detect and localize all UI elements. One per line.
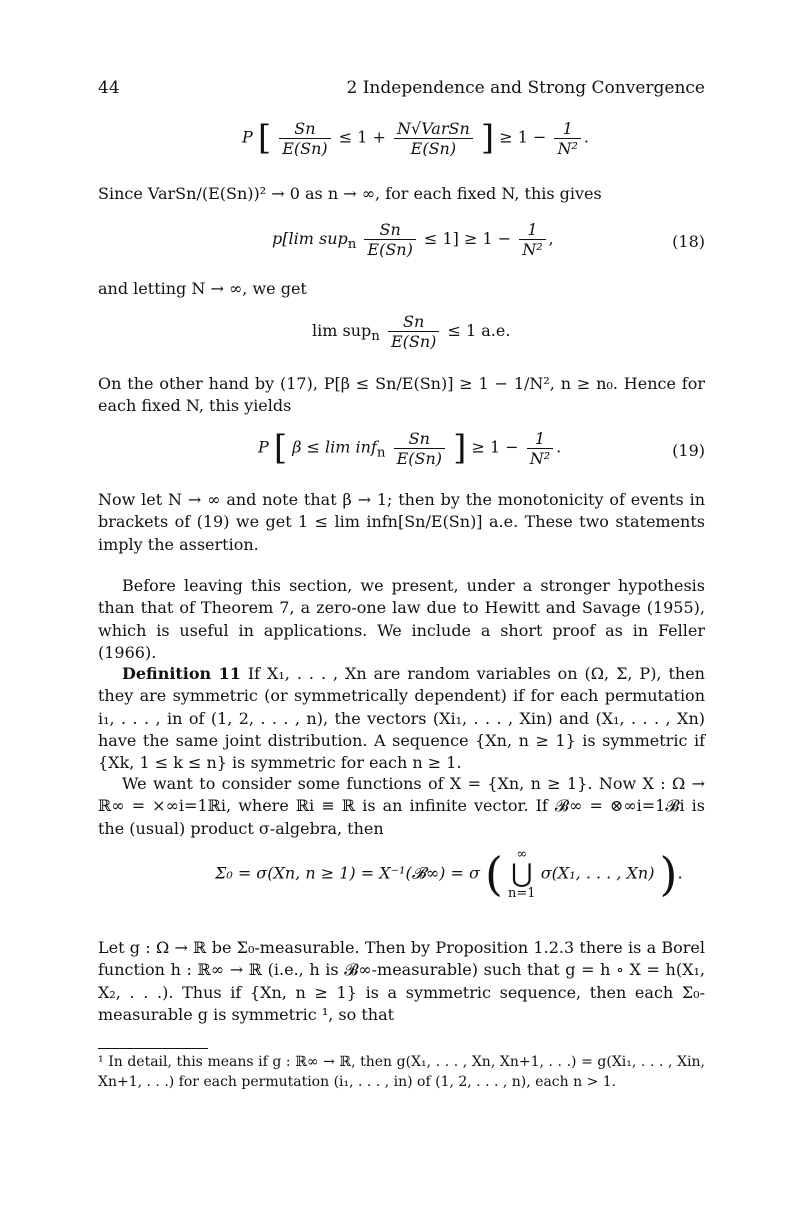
eq19-lhs: P	[258, 437, 269, 457]
footnote-rule	[98, 1048, 208, 1049]
footnote: ¹ In detail, this means if g : ℝ∞ → ℝ, then g(X₁, . . . , Xn, Xn+1, . . .) = g(Xi₁, . . . , Xin, Xn+1, . . .) for each permutation (i₁, . . . , in) of (1, 2, . . . , n), each n > 1.	[98, 1054, 705, 1090]
right-paren: )	[659, 847, 678, 901]
eq19-end: .	[556, 437, 562, 457]
numerator: Sn	[279, 119, 330, 139]
paragraph: On the other hand by (17), P[β ≤ Sn/E(Sn)] ≥ 1 − 1/N², n ≥ n₀. Hence for each fixed N, this yields	[98, 374, 705, 416]
eq19-inner: β ≤ lim inf	[292, 437, 377, 457]
paragraph: Let g : Ω → ℝ be Σ₀-measurable. Then by Proposition 1.2.3 there is a Borel function h : ℝ∞ → ℝ (i.e., h is 𝓑∞-measurable) such that g = h ∘ X = h(X₁, X₂, . . .). Thus if {Xn, n ≥ 1} is a symmetric sequence, then each Σ₀-measurable g is symmetric ¹, so that	[98, 938, 705, 1024]
fraction	[394, 119, 473, 158]
equation-18	[272, 220, 554, 259]
left-paren: (	[485, 847, 503, 901]
denominator: E(Sn)	[410, 138, 457, 158]
right-bracket: ]	[453, 428, 467, 468]
denominator: E(Sn)	[282, 138, 328, 158]
eq18-end: ,	[548, 229, 554, 248]
eq18-mid: ≤ 1] ≥ 1 −	[423, 229, 512, 248]
denominator: N²	[522, 240, 543, 259]
paragraph: We want to consider some functions of X = {Xn, n ≥ 1}. Now X : Ω → ℝ∞ = ×∞i=1ℝi, where ℝi ≡ ℝ is an infinite vector. If 𝓑∞ = ⊗∞i=1𝓑i is the (usual) product σ-algebra, then	[98, 774, 705, 838]
eq-top-end: .	[583, 127, 589, 147]
page-number: 44	[98, 78, 120, 98]
paragraph: Now let N → ∞ and note that β → 1; then by the monotonicity of events in brackets of (19) we get 1 ≤ lim infn[Sn/E(Sn)] a.e. These two statements imply the assertion.	[98, 490, 705, 554]
fraction	[519, 220, 545, 259]
denominator: E(Sn)	[396, 448, 443, 468]
eq-sigma-lhs: Σ₀ = σ(Xn, n ≥ 1) = X⁻¹(𝓑∞) = σ	[215, 863, 480, 883]
fraction	[394, 429, 445, 468]
definition-text: If X₁, . . . , Xn are random variables on (Ω, Σ, P), then they are symmetric (or symmetrically dependent) if for each permutation i₁, . . . , in of (1, 2, . . . , n), the vectors (Xi₁, . . . , Xin) and (X₁, . . . , Xn) have the same joint distribution. A sequence {Xn, n ≥ 1} is symmetric if {Xk, 1 ≤ k ≤ n} is symmetric for each n ≥ 1.	[98, 664, 705, 773]
eq-top-mid: ≤ 1 +	[338, 127, 386, 147]
denominator: N²	[557, 138, 578, 158]
numerator: 1	[527, 429, 553, 449]
numerator: Sn	[394, 429, 445, 449]
union-symbol: ⋃	[511, 859, 533, 889]
eq-limsup-sub: n	[371, 329, 380, 345]
numerator: Sn	[364, 220, 415, 240]
paragraph: and letting N → ∞, we get	[98, 279, 307, 298]
left-bracket: [	[273, 428, 288, 468]
eq-sigma-end: .	[677, 863, 683, 883]
fraction	[527, 429, 553, 468]
numerator: 1	[519, 220, 545, 240]
running-head: 2 Independence and Strong Convergence	[346, 78, 705, 98]
numerator: 1	[554, 119, 580, 139]
denominator: N²	[529, 448, 551, 468]
equation-19	[258, 428, 561, 468]
eq19-sub: n	[376, 445, 386, 461]
left-bracket: [	[257, 118, 272, 158]
eq-limsup-rhs: ≤ 1 a.e.	[447, 321, 511, 340]
equation-sigma	[215, 847, 683, 901]
eq-top-rhs: ≥ 1 −	[499, 127, 547, 147]
equation-limsup	[312, 312, 510, 351]
definition-label: Definition 11	[122, 664, 241, 683]
numerator: N√VarSn	[394, 119, 473, 139]
union-lower: n=1	[508, 886, 536, 901]
union-upper: ∞	[516, 847, 528, 862]
equation-number-18: (18)	[672, 232, 705, 251]
right-bracket: ]	[480, 118, 495, 158]
eq18-lhs: p[lim sup	[272, 229, 348, 248]
numerator: Sn	[388, 312, 439, 332]
eq19-rhs: ≥ 1 −	[471, 437, 519, 457]
denominator: E(Sn)	[367, 240, 413, 259]
fraction	[388, 312, 439, 351]
denominator: E(Sn)	[390, 332, 437, 351]
equation-top	[242, 118, 589, 158]
fraction	[554, 119, 580, 158]
eq-sigma-inner: σ(X₁, . . . , Xn)	[540, 863, 655, 883]
fraction	[364, 220, 415, 259]
union-operator	[508, 847, 536, 901]
eq-top-lhs: P	[242, 127, 253, 147]
paragraph: Before leaving this section, we present, under a stronger hypothesis than that of Theorem 7, a zero-one law due to Hewitt and Savage (1955), which is useful in applications. We include a short proof as in Feller (1966).	[98, 576, 705, 662]
definition	[98, 663, 705, 774]
eq18-sub: n	[347, 237, 357, 253]
eq-limsup-lhs: lim sup	[312, 321, 372, 340]
equation-number-19: (19)	[672, 441, 705, 460]
fraction	[279, 119, 330, 158]
paragraph: Since VarSn/(E(Sn))² → 0 as n → ∞, for each fixed N, this gives	[98, 184, 602, 203]
